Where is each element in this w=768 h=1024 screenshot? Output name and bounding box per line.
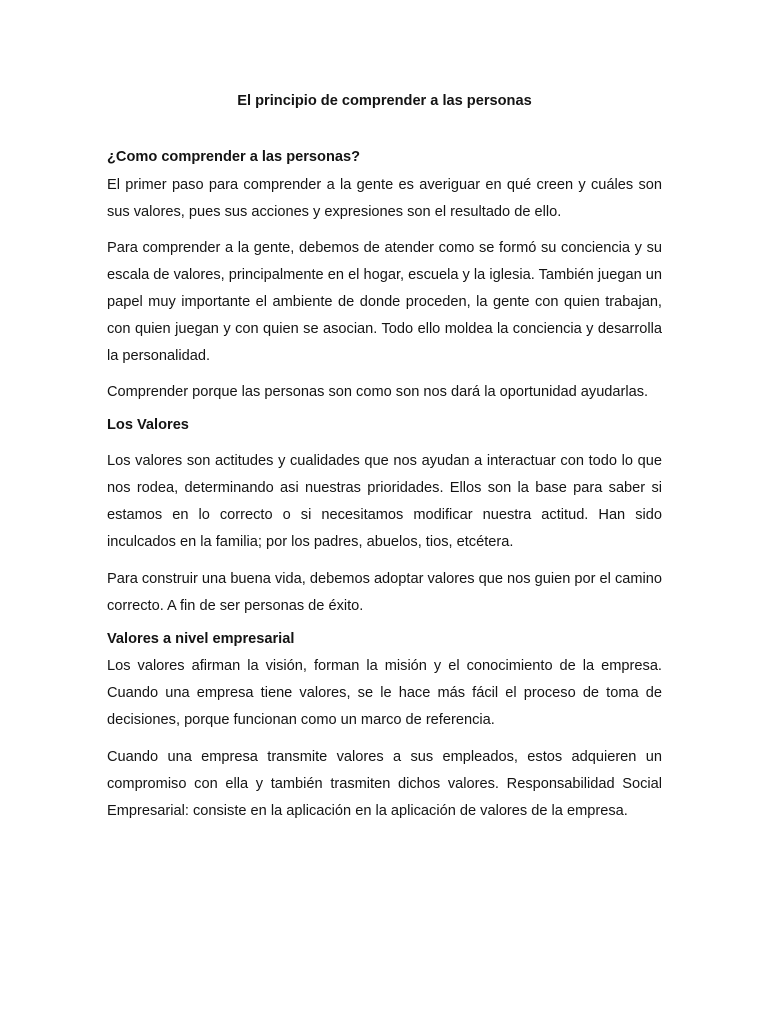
paragraph: Para comprender a la gente, debemos de atender como se formó su conciencia y su escala de valores, principalmente en el hogar, escuela y la iglesia. También juegan un papel muy importante el ambiente de donde proceden, la gente con quien trabajan, con quien juegan y con quien se asocian. Todo ello moldea la conciencia y desarrolla la personalidad.: [107, 240, 662, 364]
section-heading-empresarial: Valores a nivel empresarial: [107, 631, 295, 647]
document-page: [107, 92, 662, 825]
section-heading-valores: Los Valores: [107, 417, 189, 433]
paragraph: Los valores afirman la visión, forman la misión y el conocimiento de la empresa. Cuando una empresa tiene valores, se le hace más fácil el proceso de toma de decisiones, porque funcionan como un marco de referencia.: [107, 658, 662, 728]
paragraph: Los valores son actitudes y cualidades que nos ayudan a interactuar con todo lo que nos rodea, determinando asi nuestras prioridades. Ellos son la base para saber si estamos en lo correcto o si necesitamos modificar nuestra actitud. Han sido inculcados en la familia; por los padres, abuelos, tios, etcétera.: [107, 453, 662, 550]
section-heading-comprender: ¿Como comprender a las personas?: [107, 149, 361, 165]
paragraph: Para construir una buena vida, debemos adoptar valores que nos guien por el camino correcto. A fin de ser personas de éxito.: [107, 571, 662, 614]
paragraph: Cuando una empresa transmite valores a sus empleados, estos adquieren un compromiso con ella y también trasmiten dichos valores. Responsabilidad Social Empresarial: consiste en la aplicación en la aplicación de valores de la empresa.: [107, 749, 662, 819]
paragraph: El primer paso para comprender a la gente es averiguar en qué creen y cuáles son sus valores, pues sus acciones y expresiones son el resultado de ello.: [107, 177, 662, 220]
paragraph: Comprender porque las personas son como son nos dará la oportunidad ayudarlas.: [107, 384, 649, 400]
document-title: El principio de comprender a las personas: [237, 93, 532, 109]
